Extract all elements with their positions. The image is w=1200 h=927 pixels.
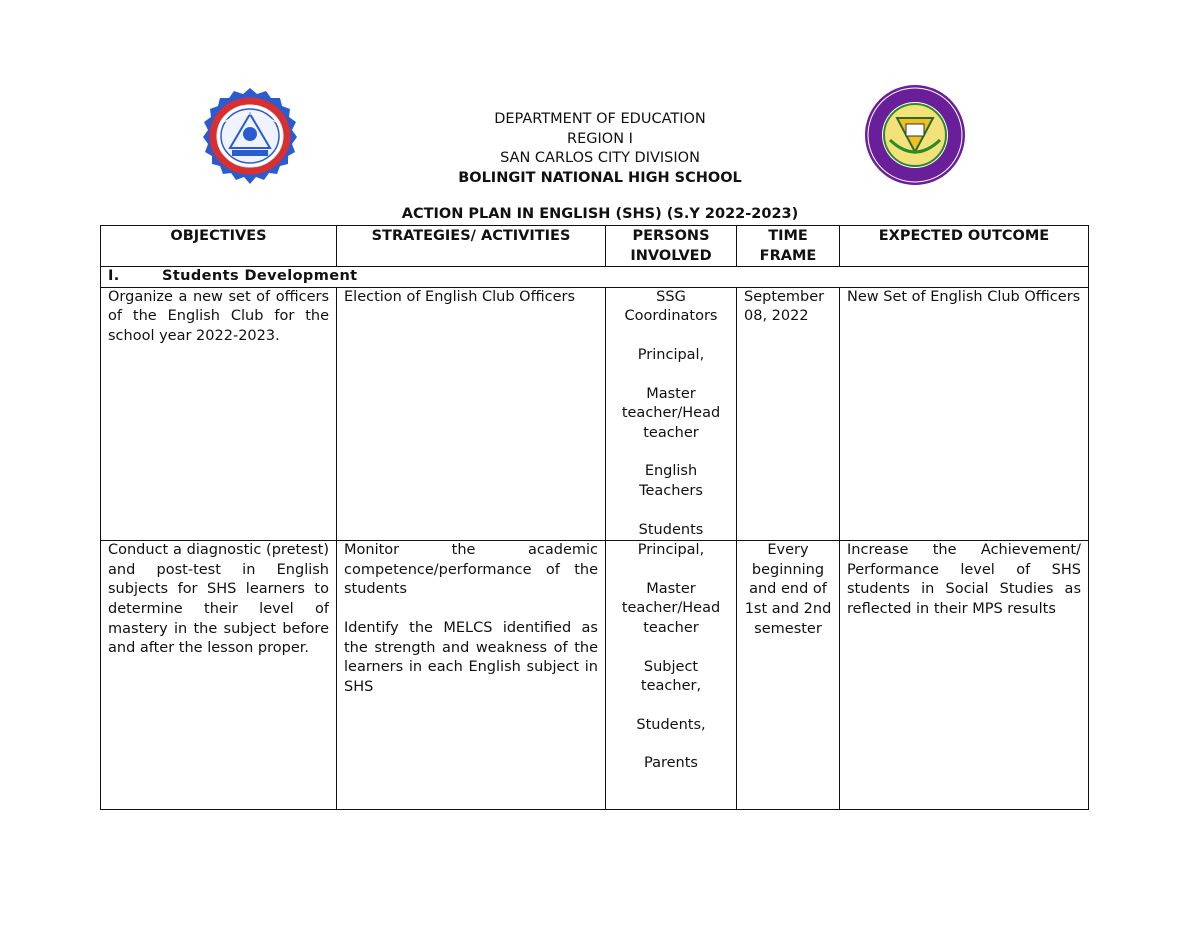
document-header	[380, 110, 820, 188]
header-division: SAN CARLOS CITY DIVISION	[500, 150, 700, 167]
table-header-row	[101, 226, 1089, 267]
person-item: Students,	[636, 716, 706, 733]
header-time-line1: TIME	[768, 228, 808, 244]
time-frame-cell: Every beginning and end of 1st and 2nd semester	[737, 541, 840, 810]
person-item: Master teacher/Head teacher	[621, 580, 721, 636]
person-item: Subject teacher,	[640, 658, 702, 695]
person-item: Master teacher/Head teacher	[621, 385, 721, 441]
person-item: Students	[638, 521, 704, 538]
action-plan-title: ACTION PLAN IN ENGLISH (SHS) (S.Y 2022-2023)	[401, 206, 799, 222]
objective-cell: Organize a new set of officers of the English Club for the school year 2022-2023.	[101, 287, 337, 540]
section-heading	[101, 267, 1089, 288]
time-frame-cell: September 08, 2022	[737, 287, 840, 540]
header-time-frame	[737, 226, 840, 267]
header-persons-line1: PERSONS	[632, 228, 710, 244]
header-department: DEPARTMENT OF EDUCATION	[494, 111, 706, 127]
table-row	[101, 541, 1089, 810]
strategy-item: Identify the MELCS identified as the strength and weakness of the learners in each English subject in SHS	[344, 619, 598, 695]
division-logo-right	[864, 84, 966, 186]
section-row	[101, 267, 1089, 288]
table-row	[101, 287, 1089, 540]
strategy-cell: Election of English Club Officers	[337, 287, 606, 540]
person-item: Principal,	[637, 346, 705, 363]
header-strategies: STRATEGIES/ ACTIVITIES	[337, 226, 606, 267]
strategy-cell	[337, 541, 606, 810]
objective-cell: Conduct a diagnostic (pretest) and post-test in English subjects for SHS learners to determine their level of mastery in the subject before and after the lesson proper.	[101, 541, 337, 810]
strategy-item: Monitor the academic competence/performance of the students	[344, 542, 598, 598]
header-school-name: BOLINGIT NATIONAL HIGH SCHOOL	[458, 169, 742, 186]
header-time-line2: FRAME	[759, 247, 817, 264]
section-number: I.	[108, 268, 120, 285]
header-persons	[606, 226, 737, 267]
person-item: Principal,	[637, 542, 705, 559]
persons-cell	[606, 287, 737, 540]
header-objectives: OBJECTIVES	[101, 226, 337, 267]
outcome-cell: New Set of English Club Officers	[840, 287, 1089, 540]
persons-cell	[606, 541, 737, 810]
outcome-cell: Increase the Achievement/ Performance level of SHS students in Social Studies as reflected in their MPS results	[840, 541, 1089, 810]
header-expected-outcome: EXPECTED OUTCOME	[840, 226, 1089, 267]
header-region: REGION I	[567, 130, 633, 147]
section-title: Students Development	[162, 268, 358, 285]
school-logo-left	[194, 86, 306, 186]
person-item: SSG Coordinators	[624, 288, 718, 325]
person-item: English Teachers	[639, 463, 703, 499]
person-item: Parents	[644, 755, 698, 772]
action-plan-table	[100, 225, 1089, 810]
header-persons-line2: INVOLVED	[630, 247, 712, 264]
